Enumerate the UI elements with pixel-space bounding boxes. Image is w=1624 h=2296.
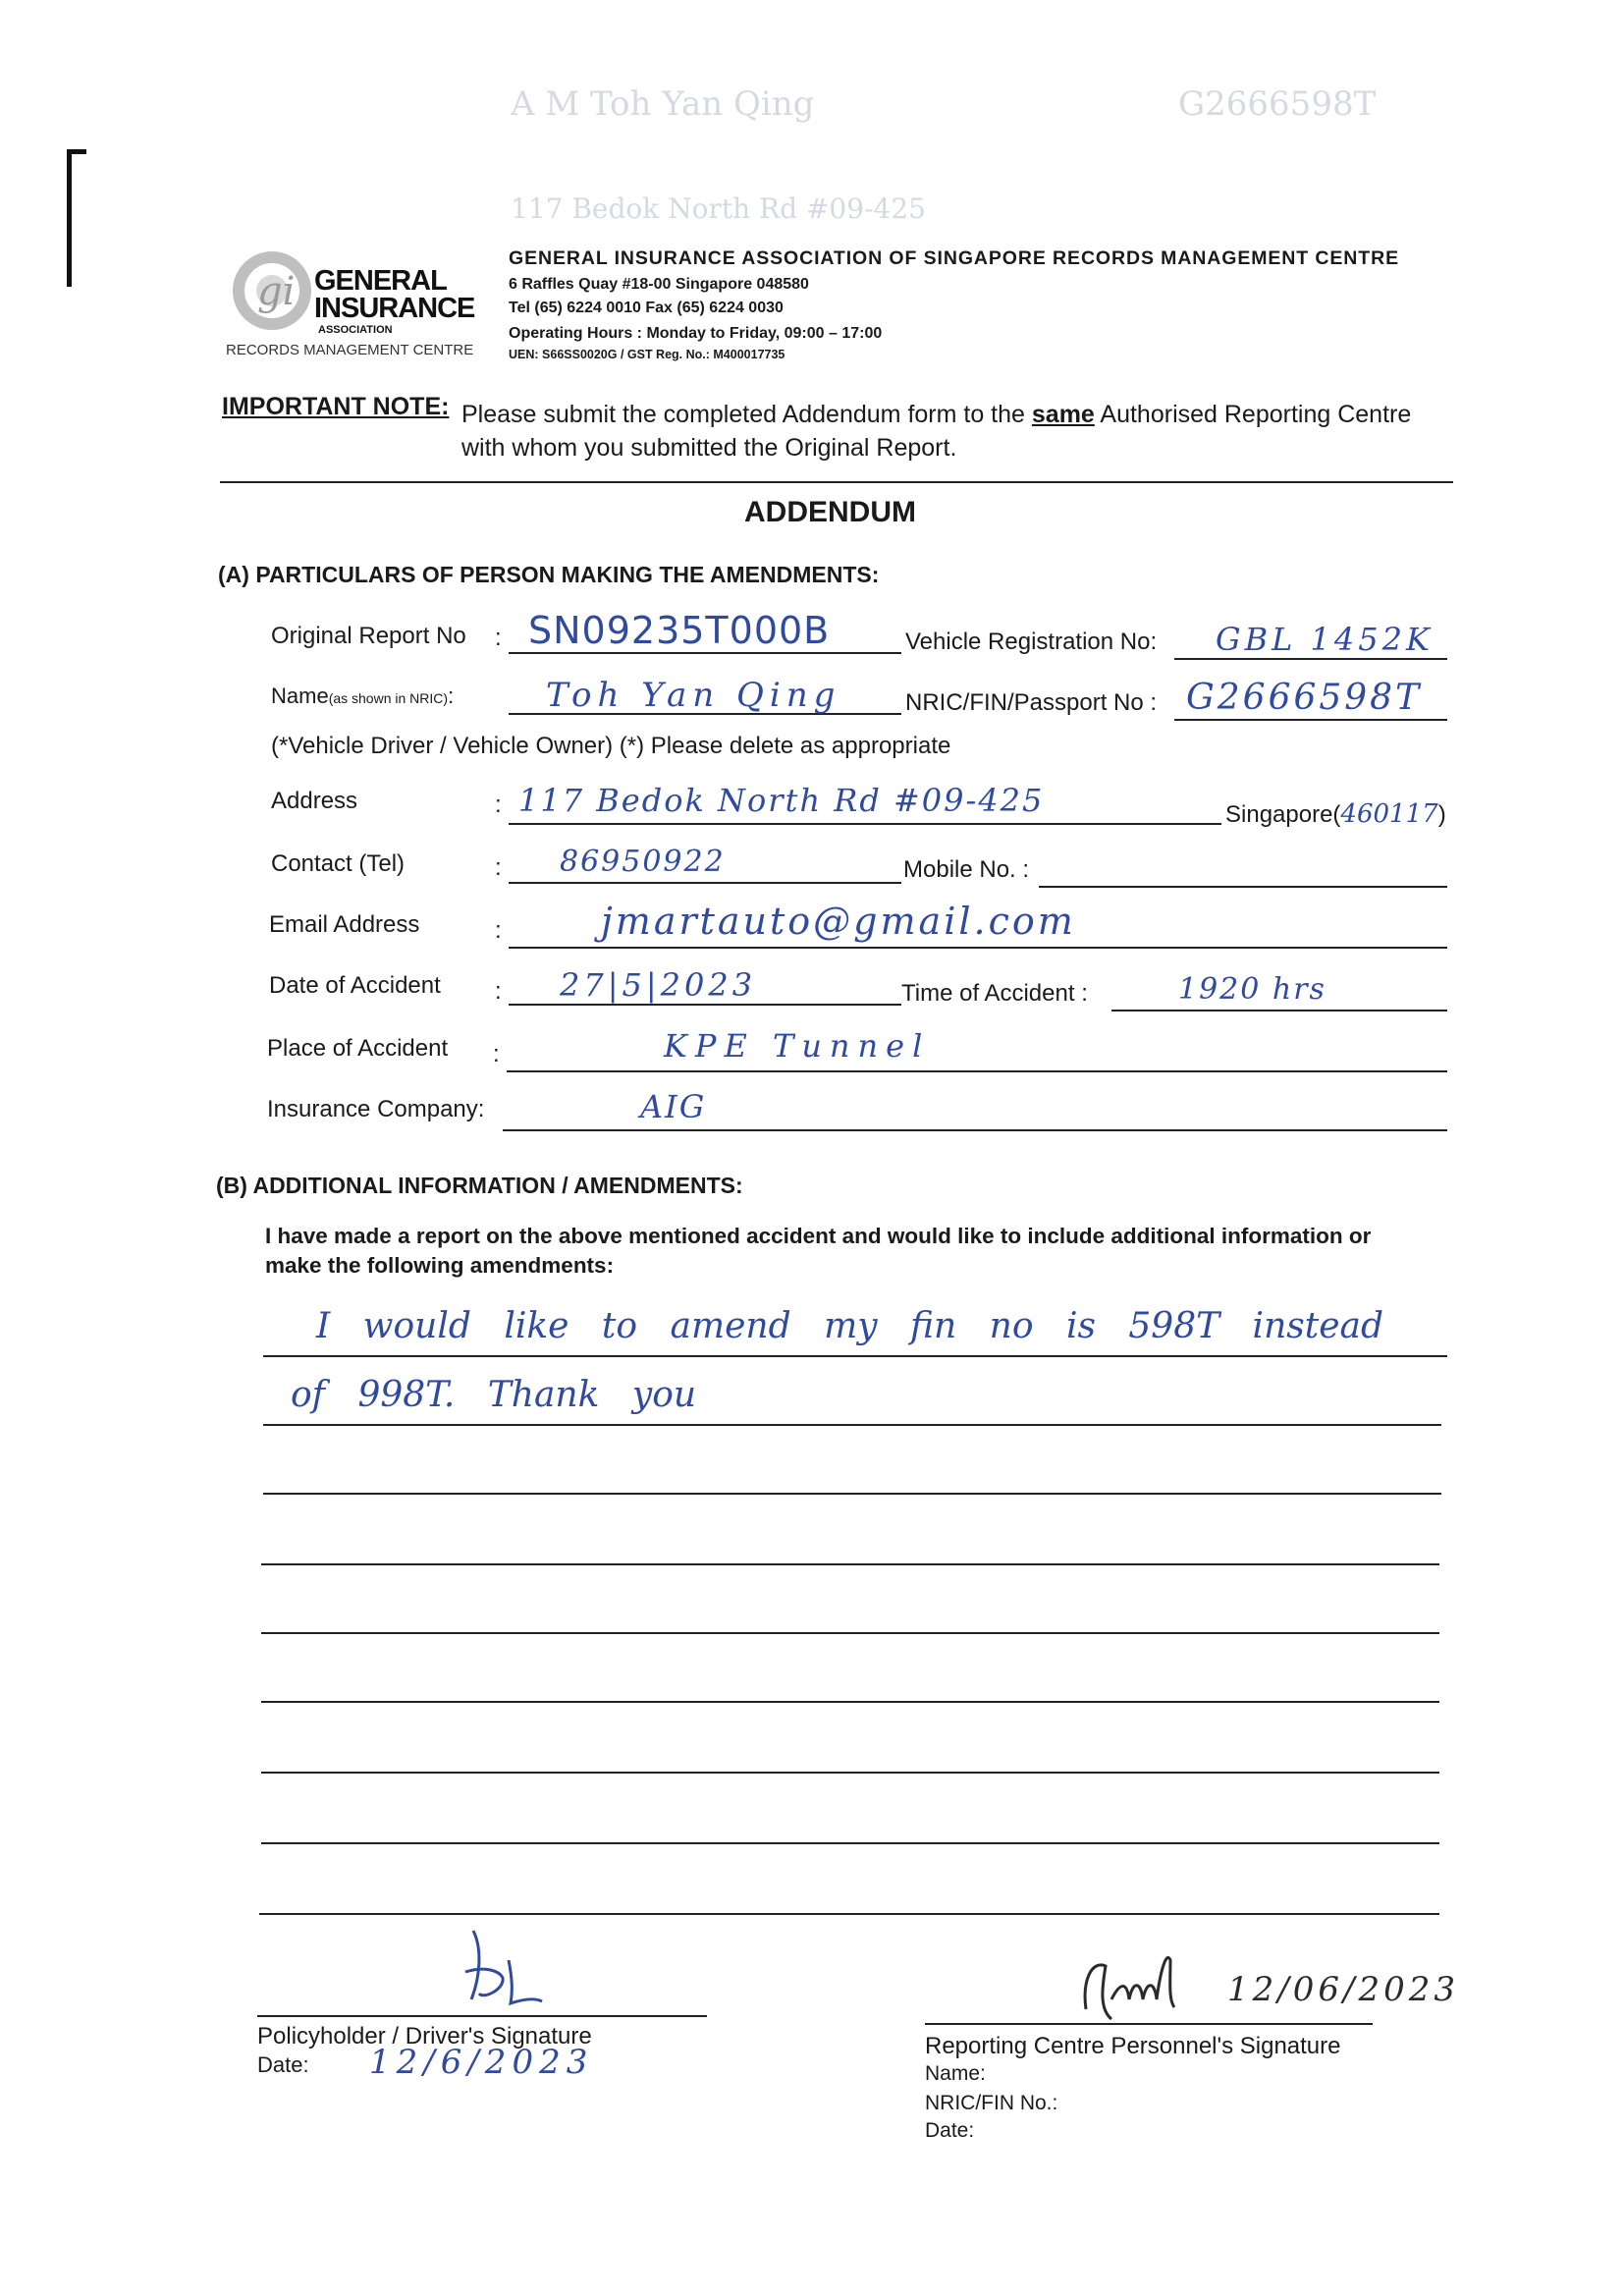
email-value: jmartauto@gmail.com xyxy=(601,900,1076,943)
note-divider xyxy=(220,481,1453,483)
name-value: Toh Yan Qing xyxy=(546,676,841,715)
address-label: Address xyxy=(271,788,358,814)
place-accident-line xyxy=(507,1070,1447,1072)
org-hours: Operating Hours : Monday to Friday, 09:00 – 17:00 xyxy=(509,325,883,342)
original-report-line xyxy=(509,652,901,654)
date-accident-line xyxy=(509,1004,901,1006)
personnel-signature-line xyxy=(925,2023,1373,2025)
note-emphasis-same: same xyxy=(1031,401,1095,428)
mobile-line xyxy=(1039,886,1447,888)
amendment-line xyxy=(261,1842,1439,1844)
amendment-line xyxy=(263,1355,1447,1357)
personnel-nric-label: NRIC/FIN No.: xyxy=(925,2092,1058,2114)
contact-label: Contact (Tel) xyxy=(271,850,406,877)
policyholder-signature xyxy=(444,1921,562,2019)
mobile-label: Mobile No. : xyxy=(903,856,1030,883)
logo-word-association: ASSOCIATION xyxy=(318,324,393,336)
bleed-through-top-2: G2666598T xyxy=(1178,84,1377,124)
contact-line xyxy=(509,882,901,884)
role-note: (*Vehicle Driver / Vehicle Owner) (*) Please delete as appropriate xyxy=(271,733,951,759)
org-tel-fax: Tel (65) 6224 0010 Fax (65) 6224 0030 xyxy=(509,300,784,316)
scan-edge-mark xyxy=(67,149,72,287)
name-label xyxy=(271,683,454,709)
address-colon: : xyxy=(495,792,502,818)
section-b-intro-2: make the following amendments: xyxy=(265,1253,615,1278)
personnel-signature-label: Reporting Centre Personnel's Signature xyxy=(925,2033,1341,2059)
amendment-line xyxy=(261,1772,1439,1774)
note-line1-pre: Please submit the completed Addendum form to the xyxy=(461,401,1032,428)
name-label-text: Name xyxy=(271,683,329,708)
policyholder-date-label: Date: xyxy=(257,2052,309,2077)
email-line xyxy=(509,947,1447,949)
colon: : xyxy=(495,625,502,651)
vehicle-reg-value: GBL 1452K xyxy=(1216,621,1434,658)
svg-text:gi: gi xyxy=(257,269,296,314)
contact-value: 86950922 xyxy=(560,845,726,879)
form-title: ADDENDUM xyxy=(744,496,916,528)
postal-value: 460117 xyxy=(1340,799,1438,829)
nric-label: NRIC/FIN/Passport No : xyxy=(905,689,1158,716)
section-b-heading: (B) ADDITIONAL INFORMATION / AMENDMENTS: xyxy=(216,1173,743,1198)
amendment-line xyxy=(259,1913,1439,1915)
org-address: 6 Raffles Quay #18-00 Singapore 048580 xyxy=(509,276,809,293)
place-accident-colon: : xyxy=(493,1041,500,1067)
email-label: Email Address xyxy=(269,911,420,938)
date-accident-colon: : xyxy=(495,978,502,1005)
singapore-close: ) xyxy=(1437,801,1446,828)
nric-line xyxy=(1174,719,1447,721)
insurance-label: Insurance Company: xyxy=(267,1096,485,1122)
original-report-value: SN09235T000B xyxy=(528,609,831,652)
address-value: 117 Bedok North Rd #09-425 xyxy=(518,782,1045,819)
time-accident-line xyxy=(1111,1010,1447,1011)
bleed-through-top-3: 117 Bedok North Rd #09-425 xyxy=(511,192,926,225)
personnel-signature xyxy=(1072,1941,1229,2029)
date-accident-label: Date of Accident xyxy=(269,972,441,999)
personnel-name-label: Name: xyxy=(925,2062,986,2085)
amendment-text-2: of 998T. Thank you xyxy=(291,1375,697,1415)
place-accident-value: KPE Tunnel xyxy=(664,1027,931,1065)
logo-word-general: GENERAL xyxy=(314,265,447,297)
time-accident-label: Time of Accident : xyxy=(901,980,1088,1007)
date-accident-value: 27|5|2023 xyxy=(560,966,757,1004)
place-accident-label: Place of Accident xyxy=(267,1035,449,1062)
section-b-intro-1: I have made a report on the above mentioned accident and would like to include additional information or xyxy=(265,1224,1372,1248)
singapore-label: Singapore( xyxy=(1225,801,1341,828)
policyholder-signature-line xyxy=(257,2015,707,2017)
insurance-line xyxy=(503,1129,1447,1131)
amendment-line xyxy=(263,1424,1441,1426)
address-line xyxy=(509,823,1221,825)
amendment-line xyxy=(261,1701,1439,1703)
org-title: GENERAL INSURANCE ASSOCIATION OF SINGAPORE RECORDS MANAGEMENT CENTRE xyxy=(509,247,1399,269)
amendment-line xyxy=(263,1493,1441,1495)
important-note-line2: with whom you submitted the Original Report. xyxy=(461,434,957,462)
org-uen: UEN: S66SS0020G / GST Reg. No.: M400017735 xyxy=(509,348,785,361)
name-label-sub: (as shown in NRIC) xyxy=(328,690,449,706)
section-a-heading: (A) PARTICULARS OF PERSON MAKING THE AMENDMENTS: xyxy=(218,562,880,587)
contact-colon: : xyxy=(495,854,502,881)
email-colon: : xyxy=(495,917,502,944)
amendment-text-1: I would like to amend my fin no is 598T instead xyxy=(316,1306,1384,1346)
logo-subtitle: RECORDS MANAGEMENT CENTRE xyxy=(226,342,474,358)
logo-word-insurance: INSURANCE xyxy=(314,293,475,324)
vehicle-reg-label: Vehicle Registration No: xyxy=(905,629,1158,655)
original-report-label: Original Report No xyxy=(271,623,466,649)
policyholder-signature-label: Policyholder / Driver's Signature xyxy=(257,2023,592,2050)
important-note-label: IMPORTANT NOTE: xyxy=(222,393,450,420)
scan-edge-mark-top xyxy=(67,149,86,154)
bleed-through-top: A M Toh Yan Qing xyxy=(511,84,815,124)
insurance-value: AIG xyxy=(640,1088,707,1125)
singapore-postal xyxy=(1225,799,1446,829)
nric-value: G2666598T xyxy=(1186,678,1423,718)
personnel-date-label: Date: xyxy=(925,2119,975,2142)
amendment-line xyxy=(261,1632,1439,1634)
personnel-date-value: 12/06/2023 xyxy=(1227,1970,1459,2009)
name-colon: : xyxy=(448,683,455,708)
time-accident-value: 1920 hrs xyxy=(1178,972,1326,1007)
policyholder-date-value: 12/6/2023 xyxy=(369,2043,594,2082)
vehicle-reg-line xyxy=(1174,658,1447,660)
important-note-line1 xyxy=(461,401,1411,429)
note-line1-post: Authorised Reporting Centre xyxy=(1094,401,1412,428)
amendment-line xyxy=(261,1563,1439,1565)
